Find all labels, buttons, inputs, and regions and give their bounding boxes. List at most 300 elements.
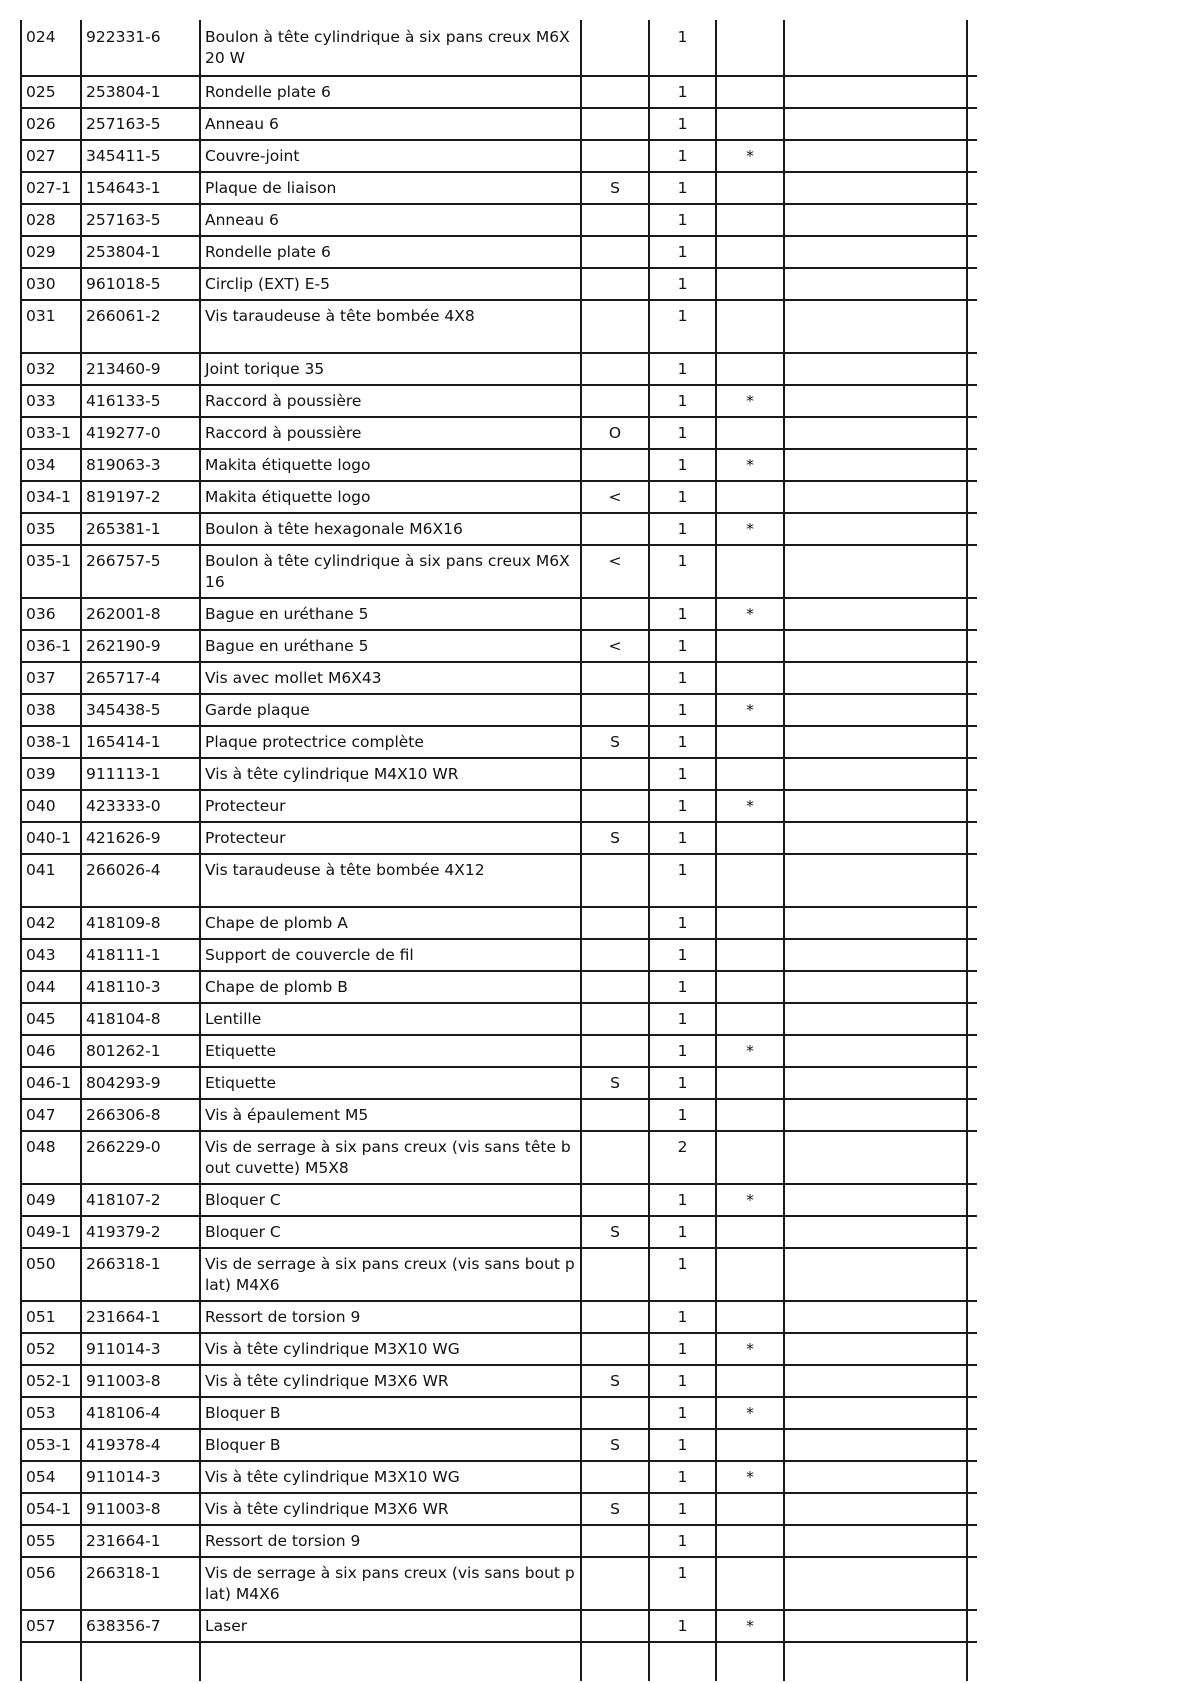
quantity-cell: 1 [649,1003,716,1035]
change-mark-cell: * [716,513,784,545]
note-code-cell: S [581,1216,649,1248]
part-description-cell: Chape de plomb A [200,907,581,939]
note-code-cell: < [581,481,649,513]
quantity-cell: 1 [649,726,716,758]
note-code-cell: S [581,1365,649,1397]
note-code-cell [581,694,649,726]
quantity-cell: 1 [649,1248,716,1301]
item-number-cell: 053-1 [21,1429,81,1461]
change-mark-cell: * [716,385,784,417]
table-row [21,1099,977,1131]
quantity-cell: 1 [649,1301,716,1333]
quantity-cell: 1 [649,630,716,662]
table-row [21,1035,977,1067]
part-reference-cell: 638356-7 [81,1610,200,1642]
table-row [21,1557,977,1610]
change-mark-cell [716,481,784,513]
note-code-cell [581,140,649,172]
note-code-cell [581,1397,649,1429]
quantity-cell: 1 [649,1333,716,1365]
note-code-cell: S [581,726,649,758]
item-number-cell: 035-1 [21,545,81,598]
parts-table [20,20,977,1681]
part-description-cell: Plaque de liaison [200,172,581,204]
change-mark-cell [716,1525,784,1557]
empty-cell [784,694,967,726]
empty-cell [967,1067,977,1099]
empty-cell [784,1099,967,1131]
note-code-cell [581,20,649,76]
item-number-cell: 041 [21,854,81,907]
change-mark-cell [716,76,784,108]
empty-cell [967,353,977,385]
empty-cell [784,1216,967,1248]
part-description-cell: Vis de serrage à six pans creux (vis sans bout plat) M4X6 [200,1557,581,1610]
table-row [21,939,977,971]
quantity-cell: 1 [649,907,716,939]
part-reference-cell: 961018-5 [81,268,200,300]
empty-cell [784,76,967,108]
empty-cell [784,545,967,598]
table-row [21,1610,977,1642]
empty-cell [784,1035,967,1067]
note-code-cell: S [581,1429,649,1461]
part-description-cell: Couvre-joint [200,140,581,172]
change-mark-cell: * [716,1610,784,1642]
part-reference-cell: 266318-1 [81,1248,200,1301]
empty-cell [784,268,967,300]
note-code-cell: S [581,172,649,204]
note-code-cell [581,1248,649,1301]
note-code-cell [581,790,649,822]
item-number-cell: 050 [21,1248,81,1301]
empty-cell [967,822,977,854]
empty-cell [967,1397,977,1429]
empty-cell [784,1610,967,1642]
table-row [21,385,977,417]
empty-cell [784,300,967,353]
item-number-cell: 040-1 [21,822,81,854]
part-description-cell: Lentille [200,1003,581,1035]
part-reference-cell: 804293-9 [81,1067,200,1099]
quantity-cell: 1 [649,598,716,630]
item-number-cell: 052-1 [21,1365,81,1397]
item-number-cell: 031 [21,300,81,353]
part-reference-cell: 345438-5 [81,694,200,726]
part-reference-cell: 911014-3 [81,1333,200,1365]
empty-cell [784,1333,967,1365]
empty-cell [967,236,977,268]
part-description-cell: Vis à tête cylindrique M3X6 WR [200,1365,581,1397]
change-mark-cell [716,1301,784,1333]
item-number-cell: 046 [21,1035,81,1067]
part-reference-cell: 423333-0 [81,790,200,822]
table-row [21,758,977,790]
empty-cell [784,630,967,662]
empty-cell [967,854,977,907]
table-row [21,1397,977,1429]
empty-cell [784,1248,967,1301]
note-code-cell [581,449,649,481]
empty-cell [967,481,977,513]
item-number-cell: 040 [21,790,81,822]
item-number-cell: 053 [21,1397,81,1429]
quantity-cell: 1 [649,971,716,1003]
note-code-cell [581,758,649,790]
table-row [21,1184,977,1216]
empty-cell [967,204,977,236]
item-number-cell: 029 [21,236,81,268]
part-description-cell: Makita étiquette logo [200,449,581,481]
quantity-cell: 1 [649,1365,716,1397]
part-description-cell: Raccord à poussière [200,417,581,449]
part-reference-cell: 345411-5 [81,140,200,172]
change-mark-cell [716,300,784,353]
empty-cell [967,1461,977,1493]
note-code-cell [581,971,649,1003]
change-mark-cell: * [716,449,784,481]
note-code-cell [581,1131,649,1184]
empty-cell [200,1642,581,1681]
empty-cell [967,790,977,822]
change-mark-cell [716,20,784,76]
empty-cell [21,1642,81,1681]
empty-cell [784,204,967,236]
quantity-cell: 1 [649,545,716,598]
part-description-cell: Vis à tête cylindrique M3X10 WG [200,1461,581,1493]
table-row [21,1067,977,1099]
table-row [21,1525,977,1557]
table-row [21,822,977,854]
empty-cell [784,108,967,140]
table-row [21,1003,977,1035]
part-reference-cell: 265717-4 [81,662,200,694]
part-reference-cell: 266061-2 [81,300,200,353]
table-row [21,449,977,481]
item-number-cell: 035 [21,513,81,545]
table-row [21,268,977,300]
note-code-cell: S [581,1067,649,1099]
item-number-cell: 052 [21,1333,81,1365]
empty-cell [784,939,967,971]
empty-cell [716,1642,784,1681]
note-code-cell [581,1557,649,1610]
part-description-cell: Circlip (EXT) E-5 [200,268,581,300]
quantity-cell: 1 [649,1067,716,1099]
empty-cell [967,1333,977,1365]
empty-cell [967,1557,977,1610]
empty-cell [967,1035,977,1067]
table-row [21,1333,977,1365]
part-reference-cell: 265381-1 [81,513,200,545]
quantity-cell: 1 [649,1610,716,1642]
quantity-cell: 1 [649,1099,716,1131]
empty-cell [784,822,967,854]
table-row [21,662,977,694]
quantity-cell: 1 [649,822,716,854]
change-mark-cell: * [716,1035,784,1067]
table-row [21,417,977,449]
note-code-cell [581,854,649,907]
table-row [21,1365,977,1397]
change-mark-cell [716,1365,784,1397]
part-description-cell: Makita étiquette logo [200,481,581,513]
empty-cell [784,726,967,758]
part-reference-cell: 253804-1 [81,76,200,108]
change-mark-cell [716,971,784,1003]
empty-cell [784,1493,967,1525]
empty-cell [967,268,977,300]
quantity-cell: 1 [649,449,716,481]
empty-cell [967,1365,977,1397]
part-description-cell: Support de couvercle de fil [200,939,581,971]
empty-cell [784,353,967,385]
note-code-cell [581,1610,649,1642]
part-description-cell: Bague en uréthane 5 [200,598,581,630]
part-description-cell: Vis avec mollet M6X43 [200,662,581,694]
change-mark-cell [716,854,784,907]
part-description-cell: Vis taraudeuse à tête bombée 4X12 [200,854,581,907]
part-description-cell: Etiquette [200,1035,581,1067]
part-reference-cell: 819063-3 [81,449,200,481]
quantity-cell: 1 [649,1397,716,1429]
change-mark-cell [716,907,784,939]
note-code-cell [581,1099,649,1131]
empty-cell [967,1493,977,1525]
item-number-cell: 026 [21,108,81,140]
part-reference-cell: 801262-1 [81,1035,200,1067]
item-number-cell: 046-1 [21,1067,81,1099]
part-description-cell: Plaque protectrice complète [200,726,581,758]
quantity-cell: 1 [649,268,716,300]
part-reference-cell: 911014-3 [81,1461,200,1493]
part-reference-cell: 419379-2 [81,1216,200,1248]
item-number-cell: 033-1 [21,417,81,449]
change-mark-cell [716,268,784,300]
part-reference-cell: 418109-8 [81,907,200,939]
table-row [21,726,977,758]
item-number-cell: 055 [21,1525,81,1557]
change-mark-cell: * [716,1184,784,1216]
empty-cell [967,1301,977,1333]
empty-cell [967,939,977,971]
change-mark-cell [716,662,784,694]
quantity-cell: 1 [649,1461,716,1493]
quantity-cell: 1 [649,353,716,385]
empty-cell [967,20,977,76]
part-description-cell: Rondelle plate 6 [200,76,581,108]
change-mark-cell [716,353,784,385]
item-number-cell: 028 [21,204,81,236]
item-number-cell: 027 [21,140,81,172]
item-number-cell: 034-1 [21,481,81,513]
empty-cell [967,907,977,939]
empty-cell [967,726,977,758]
part-description-cell: Vis à tête cylindrique M3X6 WR [200,1493,581,1525]
part-description-cell: Anneau 6 [200,204,581,236]
empty-cell [784,385,967,417]
table-row [21,1493,977,1525]
change-mark-cell: * [716,694,784,726]
empty-cell [784,1301,967,1333]
note-code-cell [581,1461,649,1493]
parts-table-body [21,20,977,1681]
quantity-cell: 1 [649,758,716,790]
table-row [21,204,977,236]
item-number-cell: 054 [21,1461,81,1493]
empty-cell [784,758,967,790]
part-description-cell: Boulon à tête cylindrique à six pans creux M6X16 [200,545,581,598]
change-mark-cell [716,417,784,449]
part-reference-cell: 231664-1 [81,1301,200,1333]
part-reference-cell: 416133-5 [81,385,200,417]
note-code-cell [581,598,649,630]
change-mark-cell [716,236,784,268]
empty-cell [784,449,967,481]
table-row [21,1301,977,1333]
note-code-cell [581,907,649,939]
empty-cell [784,481,967,513]
part-description-cell: Protecteur [200,790,581,822]
table-row [21,236,977,268]
item-number-cell: 047 [21,1099,81,1131]
quantity-cell: 2 [649,1131,716,1184]
part-description-cell: Bague en uréthane 5 [200,630,581,662]
part-reference-cell: 257163-5 [81,204,200,236]
table-row [21,1248,977,1301]
parts-list-page [20,20,977,1683]
change-mark-cell: * [716,1397,784,1429]
change-mark-cell [716,1493,784,1525]
note-code-cell [581,268,649,300]
empty-cell [649,1642,716,1681]
empty-cell [784,1429,967,1461]
note-code-cell [581,108,649,140]
part-description-cell: Vis taraudeuse à tête bombée 4X8 [200,300,581,353]
change-mark-cell [716,1248,784,1301]
empty-cell [967,1131,977,1184]
empty-cell [967,545,977,598]
empty-cell [967,417,977,449]
change-mark-cell [716,822,784,854]
empty-cell [784,907,967,939]
part-reference-cell: 421626-9 [81,822,200,854]
item-number-cell: 049-1 [21,1216,81,1248]
note-code-cell [581,385,649,417]
quantity-cell: 1 [649,417,716,449]
quantity-cell: 1 [649,172,716,204]
item-number-cell: 051 [21,1301,81,1333]
part-reference-cell: 262001-8 [81,598,200,630]
part-description-cell: Joint torique 35 [200,353,581,385]
item-number-cell: 032 [21,353,81,385]
quantity-cell: 1 [649,481,716,513]
empty-cell [967,513,977,545]
quantity-cell: 1 [649,1429,716,1461]
empty-cell [784,236,967,268]
part-reference-cell: 213460-9 [81,353,200,385]
change-mark-cell [716,1131,784,1184]
quantity-cell: 1 [649,1035,716,1067]
item-number-cell: 042 [21,907,81,939]
note-code-cell [581,76,649,108]
part-description-cell: Vis à épaulement M5 [200,1099,581,1131]
part-reference-cell: 911003-8 [81,1493,200,1525]
part-reference-cell: 266306-8 [81,1099,200,1131]
change-mark-cell [716,630,784,662]
table-row [21,140,977,172]
quantity-cell: 1 [649,20,716,76]
part-reference-cell: 419378-4 [81,1429,200,1461]
quantity-cell: 1 [649,300,716,353]
note-code-cell [581,513,649,545]
note-code-cell [581,1003,649,1035]
part-description-cell: Vis à tête cylindrique M3X10 WG [200,1333,581,1365]
change-mark-cell [716,545,784,598]
part-reference-cell: 418107-2 [81,1184,200,1216]
note-code-cell [581,662,649,694]
table-row [21,172,977,204]
empty-cell [784,790,967,822]
part-description-cell: Bloquer C [200,1216,581,1248]
change-mark-cell [716,1099,784,1131]
table-row [21,481,977,513]
change-mark-cell [716,1557,784,1610]
change-mark-cell [716,1003,784,1035]
quantity-cell: 1 [649,662,716,694]
empty-cell [967,1429,977,1461]
note-code-cell [581,1035,649,1067]
part-description-cell: Vis à tête cylindrique M4X10 WR [200,758,581,790]
item-number-cell: 036-1 [21,630,81,662]
empty-cell [784,662,967,694]
table-row [21,1429,977,1461]
part-description-cell: Anneau 6 [200,108,581,140]
item-number-cell: 054-1 [21,1493,81,1525]
table-row [21,1461,977,1493]
note-code-cell [581,939,649,971]
empty-cell [784,172,967,204]
empty-cell [784,971,967,1003]
quantity-cell: 1 [649,1525,716,1557]
empty-cell [967,1642,977,1681]
quantity-cell: 1 [649,694,716,726]
part-reference-cell: 154643-1 [81,172,200,204]
item-number-cell: 030 [21,268,81,300]
quantity-cell: 1 [649,76,716,108]
empty-cell [967,758,977,790]
note-code-cell [581,1333,649,1365]
change-mark-cell [716,758,784,790]
empty-cell [784,1525,967,1557]
table-row [21,20,977,76]
empty-cell [967,1184,977,1216]
part-reference-cell: 911003-8 [81,1365,200,1397]
part-description-cell: Vis de serrage à six pans creux (vis sans tête bout cuvette) M5X8 [200,1131,581,1184]
quantity-cell: 1 [649,108,716,140]
note-code-cell [581,1301,649,1333]
table-row [21,545,977,598]
part-description-cell: Etiquette [200,1067,581,1099]
change-mark-cell [716,939,784,971]
part-reference-cell: 418104-8 [81,1003,200,1035]
table-row [21,353,977,385]
part-reference-cell: 266026-4 [81,854,200,907]
empty-cell [784,1184,967,1216]
empty-cell [967,140,977,172]
change-mark-cell [716,726,784,758]
quantity-cell: 1 [649,790,716,822]
